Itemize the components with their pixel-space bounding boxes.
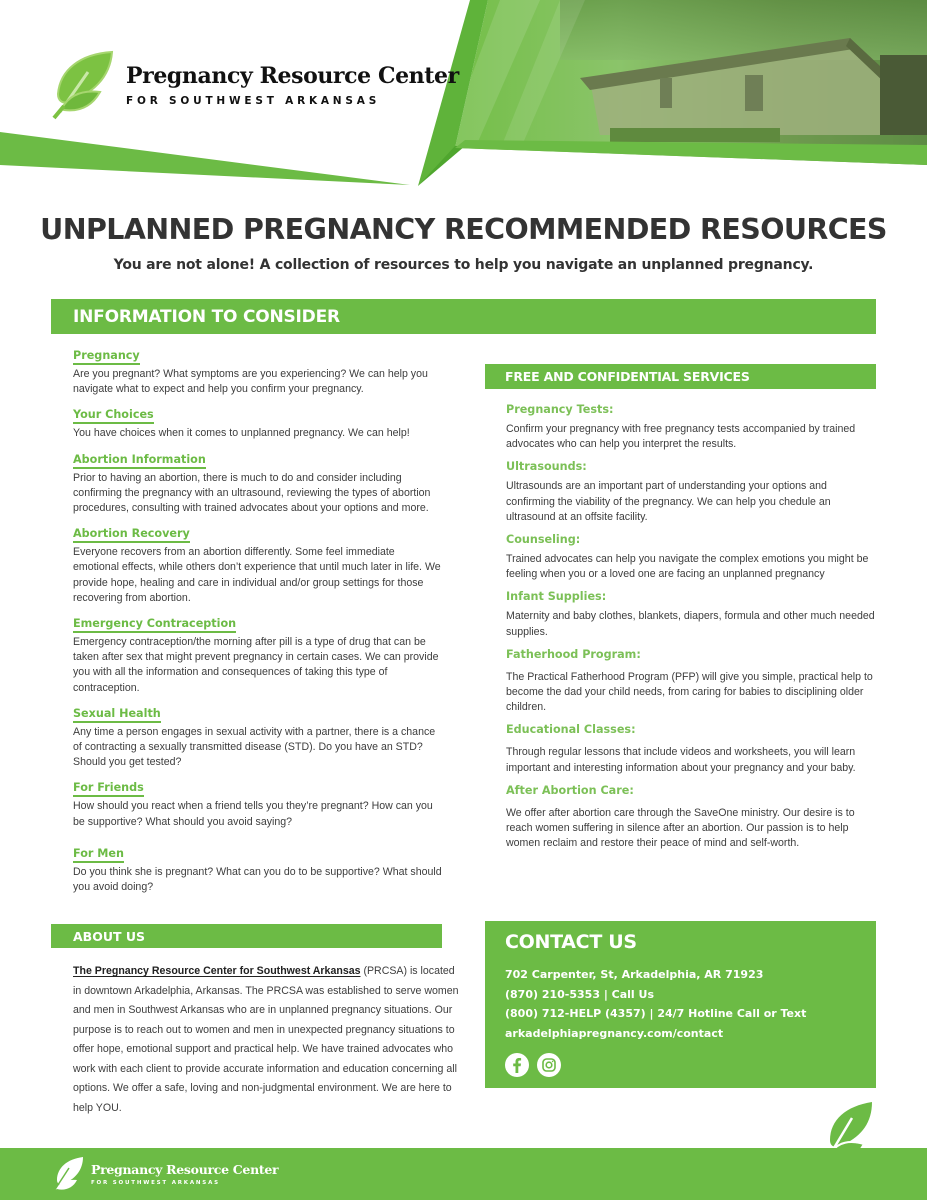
section-header-info: INFORMATION TO CONSIDER: [51, 299, 876, 334]
info-item-emergency-contraception: [73, 614, 443, 696]
service-item-title: Ultrasounds:: [506, 460, 587, 474]
info-item-title[interactable]: Emergency Contraception: [73, 617, 236, 633]
footer-logo[interactable]: [51, 1156, 278, 1192]
info-item-title[interactable]: For Men: [73, 847, 124, 863]
header-banner: [0, 0, 927, 200]
leaf-icon: [50, 50, 116, 120]
service-item-ultrasounds: [506, 460, 878, 525]
info-item-body: How should you react when a friend tells you they’re pregnant? How can you be supportive? What should you avoid saying?: [73, 800, 433, 828]
service-item-title: Infant Supplies:: [506, 590, 607, 604]
info-item-for-friends: [73, 778, 443, 829]
contact-heading: CONTACT US: [505, 931, 637, 953]
page-title: UNPLANNED PREGNANCY RECOMMENDED RESOURCES: [40, 213, 887, 246]
instagram-icon[interactable]: [537, 1053, 561, 1077]
contact-panel: [485, 921, 876, 1088]
info-item-body: Are you pregnant? What symptoms are you experiencing? We can help you navigate what to expect and help you confirm your pregnancy.: [73, 368, 428, 396]
service-item-counseling: [506, 533, 878, 582]
service-item-body: Through regular lessons that include videos and worksheets, you will learn important and interesting information about your pregnancy and your baby.: [506, 746, 856, 774]
social-links: [505, 1053, 876, 1077]
service-item-body: Trained advocates can help you navigate the complex emotions you might be feeling when you or a loved one are facing an unplanned pregnancy: [506, 553, 869, 581]
contact-address: 702 Carpenter, St, Arkadelphia, AR 71923: [505, 968, 764, 981]
footer-logo-title: Pregnancy Resource Center: [91, 1162, 279, 1177]
logo[interactable]: [50, 50, 459, 120]
service-item-infant-supplies: [506, 590, 878, 639]
service-item-title: After Abortion Care:: [506, 783, 634, 797]
org-name-link[interactable]: The Pregnancy Resource Center for Southwest Arkansas: [73, 965, 361, 977]
contact-phone[interactable]: (870) 210-5353 | Call Us: [505, 987, 655, 1001]
info-item-body: Prior to having an abortion, there is much to do and consider including confirming the pregnancy with an ultrasound, reviewing the types of abortion procedures, consulting with trained advocates about your options and more.: [73, 471, 431, 515]
service-item-body: Maternity and baby clothes, blankets, diapers, formula and other much needed supplies.: [506, 610, 875, 638]
info-item-title[interactable]: Abortion Recovery: [73, 527, 190, 543]
service-item-title: Counseling:: [506, 533, 581, 547]
section-header-about: ABOUT US: [51, 924, 442, 948]
info-item-body: Do you think she is pregnant? What can you do to be supportive? What should you avoid doing?: [73, 865, 442, 894]
service-item-title: Pregnancy Tests:: [506, 403, 614, 416]
info-item-sexual-health: [73, 704, 443, 771]
info-item-title[interactable]: For Friends: [73, 781, 144, 797]
contact-website[interactable]: arkadelphiapregnancy.com/contact: [505, 1026, 724, 1040]
service-item-body: Confirm your pregnancy with free pregnancy tests accompanied by trained advocates who can help you interpret the results.: [506, 423, 856, 451]
service-item-fatherhood-program: [506, 648, 878, 716]
logo-subtitle: FOR SOUTHWEST ARKANSAS: [126, 95, 381, 107]
logo-title: Pregnancy Resource Center: [126, 63, 459, 89]
leaf-icon: [51, 1156, 85, 1192]
service-item-title: Fatherhood Program:: [506, 647, 641, 661]
info-item-title[interactable]: Abortion Information: [73, 453, 206, 469]
about-body: (PRCSA) is located in downtown Arkadelphia, Arkansas. The PRCSA was established to serve women and men in Southwest Arkansas who are in unplanned pregnancy situations. Our purpose is to reach out to women and men in unexpected pregnancy situations to offer hope, emotional support and practical help. We have trained advocates who work with each client to provide accurate information and education concerning all options. We offer a safe, loving and non-judgmental environment. We are here to help YOU.: [73, 965, 459, 1114]
footer: [0, 1148, 927, 1200]
service-item-title: Educational Classes:: [506, 723, 636, 737]
service-item-body: Ultrasounds are an important part of understanding your options and confirming the viability of the pregnancy. We can help you chedule an ultrasound at an offsite facility.: [506, 480, 831, 523]
facebook-icon[interactable]: [505, 1053, 529, 1077]
info-item-abortion-recovery: [73, 524, 443, 606]
service-item-body: The Practical Fatherhood Program (PFP) will give you simple, practical help to become the dad your child needs, from caring for babies to disciplining older children.: [506, 670, 873, 714]
service-item-after-abortion-care: [506, 784, 878, 852]
info-list: [73, 346, 443, 903]
info-item-your-choices: [73, 405, 443, 441]
info-item-body: You have choices when it comes to unplanned pregnancy. We can help!: [73, 427, 410, 440]
section-header-services: FREE AND CONFIDENTIAL SERVICES: [485, 364, 876, 389]
contact-hotline[interactable]: (800) 712-HELP (4357) | 24/7 Hotline Call or Text: [505, 1007, 807, 1020]
service-item-educational-classes: [506, 723, 878, 775]
info-item-title[interactable]: Pregnancy: [73, 349, 140, 365]
page-subtitle: You are not alone! A collection of resources to help you navigate an unplanned pregnancy.: [113, 257, 814, 273]
info-item-title[interactable]: Your Choices: [73, 408, 154, 424]
info-item-title[interactable]: Sexual Health: [73, 707, 161, 723]
info-item-body: Emergency contraception/the morning after pill is a type of drug that can be taken after sex that might prevent pregnancy in certain cases. We can provide you with all the information and consequences of taking this type of contraception.: [73, 636, 439, 694]
info-item-for-men: [73, 844, 443, 895]
service-item-pregnancy-tests: [506, 403, 878, 452]
service-item-body: We offer after abortion care through the SaveOne ministry. Our desire is to reach women suffering in silence after an abortion. Our passion is to help women reclaim and restore their peace of mind and self-worth.: [506, 806, 855, 850]
info-item-body: Any time a person engages in sexual activity with a partner, there is a chance of contracting a sexually transmitted disease (STD). Do you have an STD? Should you get tested?: [73, 725, 436, 769]
about-text: [73, 962, 463, 1118]
footer-logo-subtitle: FOR SOUTHWEST ARKANSAS: [91, 1180, 220, 1186]
info-item-body: Everyone recovers from an abortion differently. Some feel immediate emotional effects, while others don’t experience that until much later in life. We provide hope, healing and care in individual and/or group settings for those recovering from abortion.: [73, 546, 441, 604]
services-list: [506, 403, 878, 859]
info-item-abortion-information: [73, 450, 443, 517]
info-item-pregnancy: [73, 346, 443, 397]
